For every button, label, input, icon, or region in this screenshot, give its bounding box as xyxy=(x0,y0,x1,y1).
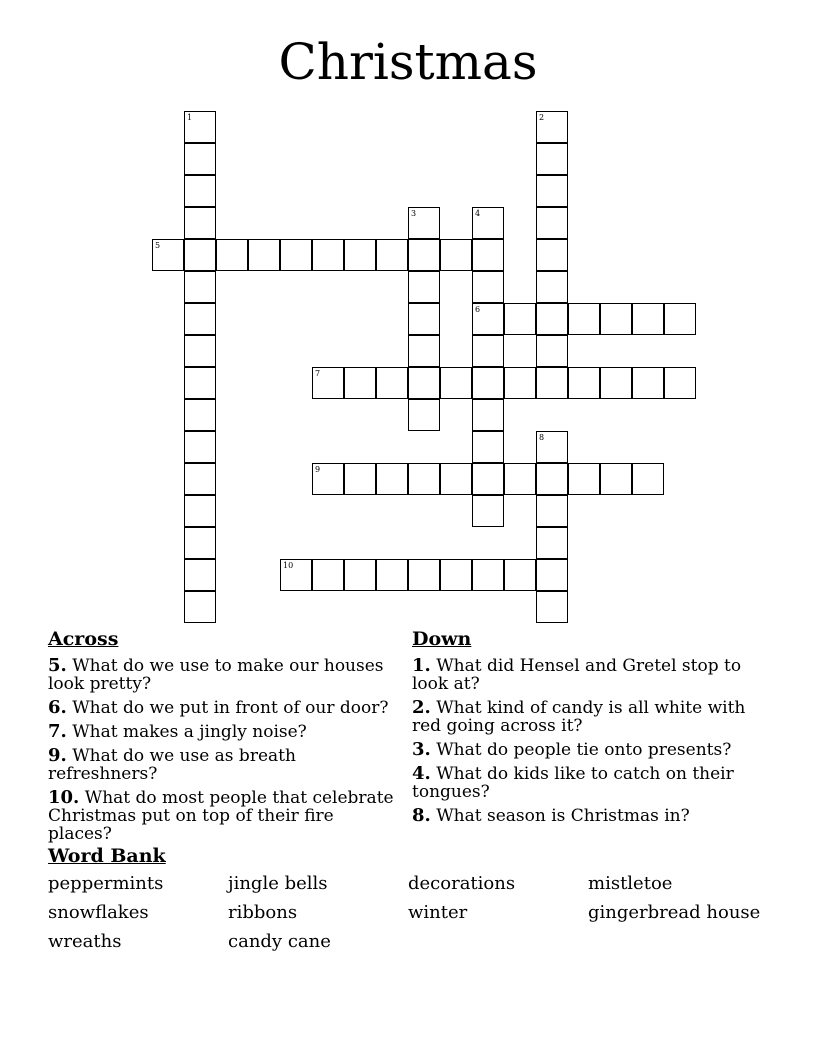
clue-text: What do people tie onto presents? xyxy=(430,740,732,760)
grid-cell[interactable] xyxy=(184,559,216,591)
grid-cell[interactable] xyxy=(504,303,536,335)
grid-cell[interactable] xyxy=(408,399,440,431)
word-bank-word: decorations xyxy=(408,873,516,894)
grid-cell[interactable] xyxy=(184,463,216,495)
grid-cell[interactable] xyxy=(440,239,472,271)
grid-cell[interactable] xyxy=(600,367,632,399)
grid-cell[interactable] xyxy=(408,271,440,303)
grid-cell[interactable] xyxy=(184,143,216,175)
grid-cell[interactable] xyxy=(472,239,504,271)
grid-cell[interactable] xyxy=(344,559,376,591)
grid-cell[interactable] xyxy=(280,239,312,271)
across-clues xyxy=(48,627,398,849)
clue-text: What did Hensel and Gretel stop to look at? xyxy=(412,656,742,694)
grid-cell[interactable] xyxy=(472,431,504,463)
grid-cell[interactable] xyxy=(184,111,216,143)
grid-cell[interactable] xyxy=(184,367,216,399)
grid-cell[interactable] xyxy=(344,239,376,271)
across-clue xyxy=(48,657,398,693)
grid-cell[interactable] xyxy=(568,367,600,399)
clue-text: What do we use to make our houses look pretty? xyxy=(48,656,384,694)
word-bank-word: gingerbread house xyxy=(588,902,761,923)
grid-cell[interactable] xyxy=(536,239,568,271)
clue-text: What do most people that celebrate Christmas put on top of their fire places? xyxy=(48,788,394,844)
grid-cell[interactable] xyxy=(472,399,504,431)
grid-cell[interactable] xyxy=(472,207,504,239)
grid-cell[interactable] xyxy=(184,303,216,335)
grid-cell[interactable] xyxy=(568,303,600,335)
grid-cell[interactable] xyxy=(184,527,216,559)
grid-cell[interactable] xyxy=(536,495,568,527)
grid-cell[interactable] xyxy=(472,495,504,527)
word-bank-word: jingle bells xyxy=(228,873,328,894)
grid-cell[interactable] xyxy=(152,239,184,271)
grid-cell[interactable] xyxy=(440,559,472,591)
clue-number: 2 xyxy=(539,113,545,122)
clue-number: 6 xyxy=(475,305,481,314)
grid-cell[interactable] xyxy=(408,367,440,399)
grid-cell[interactable] xyxy=(472,367,504,399)
grid-cell[interactable] xyxy=(536,335,568,367)
clue-text: What kind of candy is all white with red going across it? xyxy=(412,698,746,736)
grid-cell[interactable] xyxy=(376,463,408,495)
down-clues xyxy=(412,627,762,831)
grid-cell[interactable] xyxy=(184,335,216,367)
down-clue xyxy=(412,741,762,759)
clue-label-number: 7. xyxy=(48,721,67,742)
grid-cell[interactable] xyxy=(536,207,568,239)
grid-cell[interactable] xyxy=(248,239,280,271)
grid-cell[interactable] xyxy=(472,463,504,495)
grid-cell[interactable] xyxy=(472,559,504,591)
down-clue xyxy=(412,699,762,735)
clue-number: 5 xyxy=(155,241,161,250)
clue-text: What season is Christmas in? xyxy=(430,806,690,826)
clue-number: 8 xyxy=(539,433,545,442)
clue-label-number: 8. xyxy=(412,805,431,826)
across-clue xyxy=(48,747,398,783)
across-heading: Across xyxy=(48,628,119,650)
grid-cell[interactable] xyxy=(440,367,472,399)
clue-text: What do kids like to catch on their tongues? xyxy=(412,764,734,802)
clue-number: 3 xyxy=(411,209,417,218)
clue-number: 9 xyxy=(315,465,321,474)
grid-cell[interactable] xyxy=(536,463,568,495)
grid-cell[interactable] xyxy=(536,303,568,335)
grid-cell[interactable] xyxy=(184,431,216,463)
grid-cell[interactable] xyxy=(184,175,216,207)
grid-cell[interactable] xyxy=(664,303,696,335)
down-heading: Down xyxy=(412,628,472,650)
grid-cell[interactable] xyxy=(536,143,568,175)
word-bank-word: ribbons xyxy=(228,902,298,923)
grid-cell[interactable] xyxy=(216,239,248,271)
grid-cell[interactable] xyxy=(184,271,216,303)
word-bank-word: snowflakes xyxy=(48,902,149,923)
clue-number: 1 xyxy=(187,113,193,122)
grid-cell[interactable] xyxy=(600,303,632,335)
grid-cell[interactable] xyxy=(536,591,568,623)
grid-cell[interactable] xyxy=(408,303,440,335)
grid-cell[interactable] xyxy=(312,463,344,495)
grid-cell[interactable] xyxy=(504,559,536,591)
grid-cell[interactable] xyxy=(632,303,664,335)
grid-cell[interactable] xyxy=(472,271,504,303)
grid-cell[interactable] xyxy=(536,431,568,463)
clue-text: What do we use as breath refreshners? xyxy=(48,746,296,784)
grid-cell[interactable] xyxy=(440,463,472,495)
word-bank-word: candy cane xyxy=(228,931,331,952)
clue-number: 10 xyxy=(283,561,294,570)
word-bank-word: mistletoe xyxy=(588,873,673,894)
grid-cell[interactable] xyxy=(312,367,344,399)
grid-cell[interactable] xyxy=(664,367,696,399)
grid-cell[interactable] xyxy=(312,559,344,591)
clue-label-number: 4. xyxy=(412,763,431,784)
clue-number: 4 xyxy=(475,209,481,218)
grid-cell[interactable] xyxy=(568,463,600,495)
grid-cell[interactable] xyxy=(504,463,536,495)
clue-text: What do we put in front of our door? xyxy=(66,698,389,718)
grid-cell[interactable] xyxy=(632,463,664,495)
grid-cell[interactable] xyxy=(536,367,568,399)
down-clue xyxy=(412,765,762,801)
clue-number: 7 xyxy=(315,369,321,378)
puzzle-title: Christmas xyxy=(278,33,538,91)
across-clue xyxy=(48,699,398,717)
grid-cell[interactable] xyxy=(376,367,408,399)
clue-text: What makes a jingly noise? xyxy=(66,722,307,742)
grid-cell[interactable] xyxy=(536,527,568,559)
grid-cell[interactable] xyxy=(312,239,344,271)
grid-cell[interactable] xyxy=(344,463,376,495)
down-clue xyxy=(412,807,762,825)
clue-label-number: 10. xyxy=(48,787,80,808)
grid-cell[interactable] xyxy=(632,367,664,399)
clue-label-number: 6. xyxy=(48,697,67,718)
down-clue xyxy=(412,657,762,693)
grid-cell[interactable] xyxy=(408,559,440,591)
grid-cell[interactable] xyxy=(536,175,568,207)
grid-cell[interactable] xyxy=(536,271,568,303)
grid-cell[interactable] xyxy=(408,463,440,495)
grid-cell[interactable] xyxy=(504,367,536,399)
grid-cell[interactable] xyxy=(184,591,216,623)
across-clue xyxy=(48,789,398,843)
grid-cell[interactable] xyxy=(280,559,312,591)
clue-label-number: 1. xyxy=(412,655,431,676)
word-bank-word: winter xyxy=(408,902,468,923)
grid-cell[interactable] xyxy=(472,335,504,367)
grid-cell[interactable] xyxy=(408,207,440,239)
grid-cell[interactable] xyxy=(472,303,504,335)
word-bank-word: wreaths xyxy=(48,931,122,952)
clue-label-number: 3. xyxy=(412,739,431,760)
grid-cell[interactable] xyxy=(184,495,216,527)
grid-cell[interactable] xyxy=(536,111,568,143)
grid-cell[interactable] xyxy=(408,239,440,271)
grid-cell[interactable] xyxy=(184,239,216,271)
grid-cell[interactable] xyxy=(376,239,408,271)
grid-cell[interactable] xyxy=(184,399,216,431)
grid-cell[interactable] xyxy=(184,207,216,239)
grid-cell[interactable] xyxy=(344,367,376,399)
word-bank-title: Word Bank xyxy=(48,845,166,867)
grid-cell[interactable] xyxy=(408,335,440,367)
clue-label-number: 9. xyxy=(48,745,67,766)
grid-cell[interactable] xyxy=(536,559,568,591)
grid-cell[interactable] xyxy=(376,559,408,591)
clue-label-number: 5. xyxy=(48,655,67,676)
grid-cell[interactable] xyxy=(600,463,632,495)
clue-label-number: 2. xyxy=(412,697,431,718)
across-clue xyxy=(48,723,398,741)
word-bank-word: peppermints xyxy=(48,873,164,894)
